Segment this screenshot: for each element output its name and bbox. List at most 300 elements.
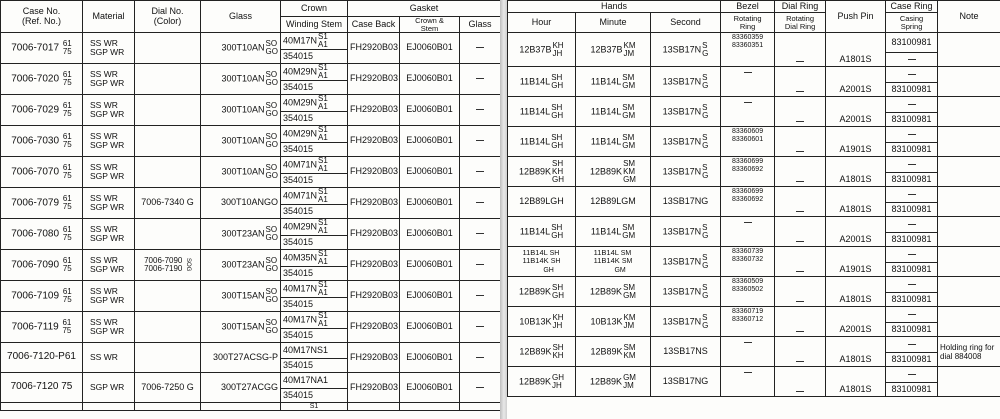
bezel-part-1: 83360509 bbox=[731, 278, 764, 285]
case-number: 7006-7030 bbox=[11, 135, 60, 147]
push-pin-part: A1801S bbox=[839, 383, 872, 394]
hour-hand-part: 12B89K bbox=[518, 375, 552, 386]
second-suffix bbox=[702, 314, 708, 330]
second-suffix bbox=[702, 164, 708, 180]
dash-mark bbox=[476, 171, 484, 172]
dash-mark bbox=[476, 264, 484, 265]
material-1: SS WR bbox=[90, 38, 118, 48]
dash-mark bbox=[908, 59, 916, 60]
push-pin-cell bbox=[826, 247, 886, 277]
material-1: SGP WR bbox=[90, 382, 125, 392]
crown-cell bbox=[281, 281, 348, 298]
hour-hand-suffix-bottom: GH bbox=[551, 110, 564, 120]
hour-hand-suffix-bottom: GH bbox=[551, 230, 564, 240]
crown-part: 40M29N bbox=[283, 97, 318, 108]
gasket-cell bbox=[400, 219, 460, 250]
glass-cell bbox=[201, 188, 281, 219]
crown-suffix bbox=[318, 126, 328, 142]
dash-mark bbox=[476, 140, 484, 141]
case-ring-cell bbox=[886, 67, 938, 83]
minute-hand-suffix-top: SM bbox=[623, 282, 636, 292]
bezel-cell bbox=[721, 217, 775, 247]
crown-part: 40M71N bbox=[283, 159, 318, 170]
note-cell-empty bbox=[938, 97, 1000, 127]
hour-hand-part: 11B14L bbox=[519, 105, 551, 116]
glass-part: 300T10ANGO bbox=[220, 197, 278, 208]
winding-stem-part: 354015 bbox=[283, 329, 314, 340]
dash-mark bbox=[796, 271, 804, 272]
case-ring-cell bbox=[886, 337, 938, 353]
minute-hand-2: 11B14K bbox=[593, 256, 620, 266]
glass-cell bbox=[201, 312, 281, 343]
second-suffix-top: S bbox=[702, 252, 708, 262]
crown-suffix-bottom: A1 bbox=[318, 257, 328, 266]
glass-suffix bbox=[266, 71, 278, 87]
case-suffix-top: 61 bbox=[62, 318, 72, 327]
hour-hand-part: 10B13K bbox=[519, 315, 552, 326]
second-hand-part: 13SB17NG bbox=[662, 195, 709, 206]
gasket-part: EJ0060B01 bbox=[406, 321, 453, 332]
glass-gasket-cell bbox=[460, 343, 501, 373]
minute-hand-suffix-top: KM bbox=[623, 312, 636, 322]
push-pin-part: A2001S bbox=[839, 83, 872, 94]
push-pin-part: A2001S bbox=[839, 113, 872, 124]
case-no-cell bbox=[1, 219, 83, 250]
minute-cell bbox=[576, 247, 651, 277]
hour-hand-part: 12B89K bbox=[519, 345, 552, 356]
dash-mark bbox=[796, 181, 804, 182]
glass-suffix-top: SO bbox=[265, 101, 278, 110]
dial-color: SOG bbox=[184, 258, 191, 272]
minute-cell bbox=[576, 67, 651, 97]
hour-cell bbox=[508, 97, 576, 127]
glass-suffix-bottom: GO bbox=[265, 47, 278, 56]
crown-cell bbox=[281, 95, 348, 112]
case-back-cell bbox=[348, 33, 400, 64]
second-hand-part: 13SB17N bbox=[662, 225, 702, 236]
dial-ring-cell bbox=[775, 67, 826, 97]
hour-hand-suffix-top: SH bbox=[551, 222, 563, 232]
case-number: 7006-7020 bbox=[11, 73, 60, 85]
minute-cell bbox=[576, 97, 651, 127]
glass-part: 300T23AN bbox=[221, 228, 265, 239]
header-gasket: Gasket bbox=[348, 1, 501, 17]
case-back-cell bbox=[348, 219, 400, 250]
crown-suffix-bottom: A1 bbox=[318, 102, 328, 111]
table-row bbox=[1, 157, 501, 174]
case-no-cell bbox=[1, 281, 83, 312]
header-rotating-dial-ring: Rotating Dial Ring bbox=[775, 13, 826, 33]
material-1: SS WR bbox=[90, 100, 118, 110]
second-suffix-bottom: G bbox=[702, 290, 709, 300]
minute-double bbox=[594, 249, 633, 275]
winding-stem-part: 354015 bbox=[283, 50, 314, 61]
case-back-cell bbox=[348, 157, 400, 188]
glass-suffix bbox=[266, 133, 278, 149]
hour-hand-suffix-top: KH bbox=[552, 312, 564, 322]
second-suffix bbox=[702, 284, 708, 300]
dash-mark bbox=[796, 61, 804, 62]
winding-stem-part: 354015 bbox=[283, 236, 314, 247]
winding-stem-cell bbox=[281, 329, 348, 343]
table-row bbox=[508, 67, 1000, 83]
second-hand-part: 13SB17NS bbox=[663, 345, 708, 356]
winding-stem-part: 354015 bbox=[283, 359, 314, 370]
hour-hand-suffix bbox=[551, 74, 563, 90]
hour-hand-suffix bbox=[551, 224, 563, 240]
bezel-cell bbox=[721, 277, 775, 307]
push-pin-part: A1901S bbox=[839, 143, 872, 154]
bezel-parts bbox=[732, 248, 763, 263]
glass-suffix-top: SO bbox=[265, 39, 278, 48]
dial-cell bbox=[135, 343, 201, 373]
minute-cell bbox=[576, 157, 651, 187]
header-bezel: Bezel bbox=[721, 1, 775, 13]
gasket-cell bbox=[400, 373, 460, 403]
table-row bbox=[508, 307, 1000, 323]
dash-mark bbox=[908, 254, 916, 255]
crown-part: 40M29N bbox=[283, 66, 318, 77]
glass-suffix-top: SO bbox=[265, 256, 278, 265]
hour-hand-suffix-mid: KH bbox=[552, 166, 564, 176]
winding-stem-cell bbox=[281, 112, 348, 126]
gasket-cell bbox=[400, 64, 460, 95]
case-back-cell bbox=[348, 188, 400, 219]
winding-stem-part: 354015 bbox=[283, 112, 314, 123]
header-casing-spring: Casing Spring bbox=[886, 13, 938, 33]
minute-hand-suffix bbox=[622, 134, 635, 150]
glass-suffix bbox=[266, 40, 278, 56]
crown-suffix-bottom: A1 bbox=[318, 40, 328, 49]
hour-double bbox=[523, 249, 561, 275]
dial-cell bbox=[135, 126, 201, 157]
gasket-part: EJ0060B01 bbox=[406, 73, 453, 84]
h-s2: SH bbox=[550, 258, 561, 266]
second-cell bbox=[651, 187, 721, 217]
hour-hand-suffix-bottom: GH bbox=[551, 140, 564, 150]
header-dial-ring: Dial Ring bbox=[775, 1, 826, 13]
second-cell bbox=[651, 337, 721, 367]
minute-hand-suffix-bottom: GM bbox=[623, 174, 636, 184]
material-cell bbox=[83, 343, 135, 373]
hour-hand-suffix-bottom: GH bbox=[551, 80, 564, 90]
bezel-cell bbox=[721, 33, 775, 67]
material-2: SGP WR bbox=[90, 109, 125, 119]
material-cell bbox=[83, 64, 135, 95]
table-row bbox=[1, 343, 501, 359]
note-cell-empty bbox=[938, 307, 1000, 337]
second-hand-part: 13SB17N bbox=[662, 105, 702, 116]
hour-hand-suffix-bottom: GH bbox=[552, 290, 565, 300]
hour-hand-suffix bbox=[552, 314, 563, 330]
bezel-part-2: 83360712 bbox=[731, 315, 764, 323]
glass-cell bbox=[201, 219, 281, 250]
minute-hand-suffix bbox=[624, 42, 636, 58]
case-back-part: FH2920B03 bbox=[350, 228, 399, 239]
header-rotating-ring: Rotating Ring bbox=[721, 13, 775, 33]
case-ring-cell bbox=[886, 307, 938, 323]
hour-hand-part: 12B89LGH bbox=[519, 195, 564, 206]
crown-suffix bbox=[318, 157, 328, 173]
gasket-part: EJ0060B01 bbox=[406, 290, 453, 301]
push-pin-part: A1801S bbox=[839, 293, 872, 304]
glass-suffix-bottom: GO bbox=[265, 233, 278, 242]
minute-hand-suffix-bottom: GM bbox=[622, 230, 636, 240]
note-text: Holding ring for dial 884008 bbox=[940, 342, 995, 361]
bezel-part-2: 83360502 bbox=[731, 285, 764, 293]
minute-hand-part: 11B14L bbox=[590, 135, 622, 146]
material-2: SGP WR bbox=[90, 233, 125, 243]
crown-suffix-top: S1 bbox=[318, 125, 328, 134]
crown-suffix-bottom: A1 bbox=[318, 226, 328, 235]
push-pin-cell bbox=[826, 217, 886, 247]
note-cell-empty bbox=[938, 217, 1000, 247]
crown-suffix-top: S1 bbox=[318, 218, 328, 227]
glass-suffix-bottom: GO bbox=[265, 326, 278, 335]
case-suffix-top: 61 bbox=[62, 132, 72, 141]
hour-hand-suffix-bottom: JH bbox=[552, 48, 563, 58]
hour-cell bbox=[508, 157, 576, 187]
header-note: Note bbox=[938, 1, 1000, 33]
case-no-cell bbox=[1, 373, 83, 403]
material-cell bbox=[83, 312, 135, 343]
dial-cell bbox=[135, 281, 201, 312]
dial-1: 7006-7090 bbox=[144, 255, 183, 265]
case-suffix bbox=[63, 257, 72, 273]
push-pin-cell bbox=[826, 97, 886, 127]
dash-mark bbox=[744, 102, 752, 103]
case-no-cell bbox=[1, 343, 83, 373]
glass-suffix-top: SO bbox=[265, 132, 278, 141]
minute-hand-suffix-bottom: GM bbox=[622, 110, 636, 120]
casing-spring-cell bbox=[886, 203, 938, 217]
casing-spring-cell bbox=[886, 83, 938, 97]
m-s2: SM bbox=[621, 258, 633, 266]
dash-mark bbox=[796, 151, 804, 152]
casing-spring-cell bbox=[886, 383, 938, 397]
hour-hand-suffix-top: SH bbox=[551, 102, 563, 112]
material-1: SS WR bbox=[90, 193, 118, 203]
table-row bbox=[1, 312, 501, 329]
glass-cell bbox=[201, 343, 281, 373]
hour-hand-1: 11B14L bbox=[522, 247, 548, 257]
second-hand-part: 13SB17N bbox=[662, 165, 702, 176]
crown-suffix bbox=[318, 219, 328, 235]
second-suffix-top: S bbox=[702, 102, 708, 112]
hour-hand-part: 11B14L bbox=[519, 135, 551, 146]
winding-stem-cell bbox=[281, 81, 348, 95]
table-row bbox=[508, 157, 1000, 173]
table-row bbox=[1, 250, 501, 267]
header-push-pin: Push Pin bbox=[826, 1, 886, 33]
case-suffix bbox=[63, 164, 72, 180]
minute-hand-suffix-top: SM bbox=[622, 102, 635, 112]
case-no-cell bbox=[1, 95, 83, 126]
crown-suffix-bottom: A1 bbox=[318, 288, 328, 297]
note-cell bbox=[938, 337, 1000, 367]
casing-spring-part: 83100981 bbox=[891, 323, 932, 334]
casing-spring-part: 83100981 bbox=[891, 263, 932, 274]
minute-hand-suffix-top: SM bbox=[622, 72, 635, 82]
crown-part: 40M17N bbox=[283, 35, 318, 46]
crown-cell bbox=[281, 33, 348, 50]
crown-suffix-top: S1 bbox=[318, 280, 328, 289]
casing-spring-cell bbox=[886, 143, 938, 157]
bezel-cell bbox=[721, 97, 775, 127]
winding-stem-cell bbox=[281, 205, 348, 219]
dash-mark bbox=[796, 331, 804, 332]
case-back-part: FH2920B03 bbox=[350, 290, 399, 301]
dash-mark bbox=[908, 374, 916, 375]
dash-mark bbox=[796, 121, 804, 122]
glass-cell bbox=[201, 64, 281, 95]
crown-part: 40M35N bbox=[283, 252, 318, 263]
case-suffix bbox=[62, 319, 71, 335]
note-cell-empty bbox=[938, 187, 1000, 217]
second-suffix-bottom: G bbox=[702, 260, 709, 270]
push-pin-cell bbox=[826, 33, 886, 67]
bezel-part-1: 83360359 bbox=[731, 34, 764, 41]
glass-gasket-cell bbox=[460, 95, 501, 126]
case-number: 7006-7109 bbox=[11, 290, 60, 302]
minute-hand-suffix-top: GM bbox=[623, 372, 636, 382]
crown-suffix-bottom: A1 bbox=[318, 319, 328, 328]
minute-hand-suffix bbox=[624, 344, 636, 360]
case-number: 7006-7017 bbox=[11, 42, 60, 54]
material-cell bbox=[83, 373, 135, 403]
second-cell bbox=[651, 367, 721, 397]
crown-part: 40M29N bbox=[283, 128, 318, 139]
case-suffix bbox=[63, 40, 72, 56]
push-pin-cell bbox=[826, 67, 886, 97]
dash-mark bbox=[796, 241, 804, 242]
gasket-part: EJ0060B01 bbox=[406, 135, 453, 146]
case-back-cell bbox=[348, 312, 400, 343]
table-row bbox=[1, 95, 501, 112]
table-row bbox=[1, 373, 501, 389]
material-cell bbox=[83, 95, 135, 126]
minute-hand-part: 11B14L bbox=[590, 75, 622, 86]
case-suffix-top: 61 bbox=[62, 163, 72, 172]
casing-spring-part: 83100981 bbox=[891, 113, 932, 124]
minute-hand-suffix-top: SM bbox=[622, 132, 635, 142]
minute-cell bbox=[576, 337, 651, 367]
dash-mark bbox=[476, 357, 484, 358]
hour-hand-suffix bbox=[552, 160, 564, 184]
minute-hand-part: 12B89LGM bbox=[590, 195, 636, 206]
material-cell bbox=[83, 188, 135, 219]
minute-cell bbox=[576, 33, 651, 67]
crown-cell bbox=[281, 250, 348, 267]
crown-suffix-bottom: A1 bbox=[318, 195, 328, 204]
bezel-cell bbox=[721, 127, 775, 157]
hour-cell bbox=[508, 33, 576, 67]
glass-cell bbox=[201, 281, 281, 312]
hour-cell bbox=[508, 187, 576, 217]
minute-hand-suffix-top: KM bbox=[623, 40, 636, 50]
second-hand-part: 13SB17N bbox=[662, 43, 702, 54]
case-number: 7006-7079 bbox=[11, 197, 60, 209]
minute-cell bbox=[576, 277, 651, 307]
winding-stem-part: 354015 bbox=[283, 267, 314, 278]
case-suffix-bottom: 75 bbox=[62, 140, 72, 149]
casing-spring-part: 83100981 bbox=[891, 383, 932, 394]
dial-cell bbox=[135, 250, 201, 281]
push-pin-part: A1801S bbox=[839, 203, 872, 214]
crown-suffix bbox=[318, 95, 328, 111]
glass-suffix-bottom: GO bbox=[265, 78, 278, 87]
crown-part: 40M17N bbox=[283, 283, 318, 294]
minute-hand-suffix-top: SM bbox=[623, 342, 636, 352]
gasket-part: EJ0060B01 bbox=[406, 381, 453, 392]
dial-numbers bbox=[144, 257, 182, 274]
crown-suffix bbox=[318, 188, 328, 204]
bezel-part-2: 83360351 bbox=[731, 41, 764, 49]
casing-spring-cell bbox=[886, 323, 938, 337]
crown-suffix-top: S1 bbox=[318, 94, 328, 103]
table-row bbox=[1, 281, 501, 298]
note-cell-empty bbox=[938, 367, 1000, 397]
winding-stem-cell bbox=[281, 389, 348, 403]
gasket-part: EJ0060B01 bbox=[406, 259, 453, 270]
h-s3: GH bbox=[543, 266, 554, 274]
glass-part: 300T10AN bbox=[221, 42, 265, 53]
crown-suffix-bottom: A1 bbox=[318, 164, 328, 173]
minute-hand-suffix-bottom: GM bbox=[622, 80, 636, 90]
second-suffix bbox=[702, 254, 708, 270]
glass-suffix bbox=[266, 257, 278, 273]
minute-cell bbox=[576, 367, 651, 397]
casing-spring-part: 83100981 bbox=[891, 173, 932, 184]
dash-mark bbox=[908, 164, 916, 165]
note-cell-empty bbox=[938, 67, 1000, 97]
material-2: SGP WR bbox=[90, 326, 125, 336]
material-cell bbox=[83, 219, 135, 250]
minute-hand-part: 12B89K bbox=[590, 285, 623, 296]
case-back-cell bbox=[348, 95, 400, 126]
glass-suffix bbox=[266, 102, 278, 118]
casing-spring-cell bbox=[886, 113, 938, 127]
second-cell bbox=[651, 217, 721, 247]
glass-gasket-cell bbox=[460, 250, 501, 281]
minute-cell bbox=[576, 217, 651, 247]
gasket-cell bbox=[400, 33, 460, 64]
minute-cell bbox=[576, 127, 651, 157]
minute-hand-suffix bbox=[623, 160, 636, 184]
material-2: SGP WR bbox=[90, 78, 125, 88]
crown-suffix-top: S1 bbox=[318, 156, 328, 165]
case-suffix-bottom: 75 bbox=[62, 233, 72, 242]
winding-stem-cell bbox=[281, 267, 348, 281]
crown-suffix-bottom: A1 bbox=[318, 71, 328, 80]
glass-gasket-cell bbox=[460, 281, 501, 312]
bezel-cell bbox=[721, 307, 775, 337]
material-2: SGP WR bbox=[90, 47, 125, 57]
dash-mark bbox=[476, 109, 484, 110]
header-glass: Glass bbox=[201, 1, 281, 33]
second-suffix bbox=[702, 104, 708, 120]
right-page bbox=[507, 0, 1000, 419]
table-row bbox=[1, 126, 501, 143]
table-row bbox=[1, 188, 501, 205]
case-back-cell bbox=[348, 250, 400, 281]
glass-suffix-bottom: GO bbox=[265, 140, 278, 149]
second-suffix-top: S bbox=[702, 282, 708, 292]
h-s1: SH bbox=[549, 249, 560, 257]
hour-cell bbox=[508, 127, 576, 157]
second-suffix-bottom: G bbox=[702, 230, 709, 240]
header-hands: Hands bbox=[508, 1, 721, 13]
